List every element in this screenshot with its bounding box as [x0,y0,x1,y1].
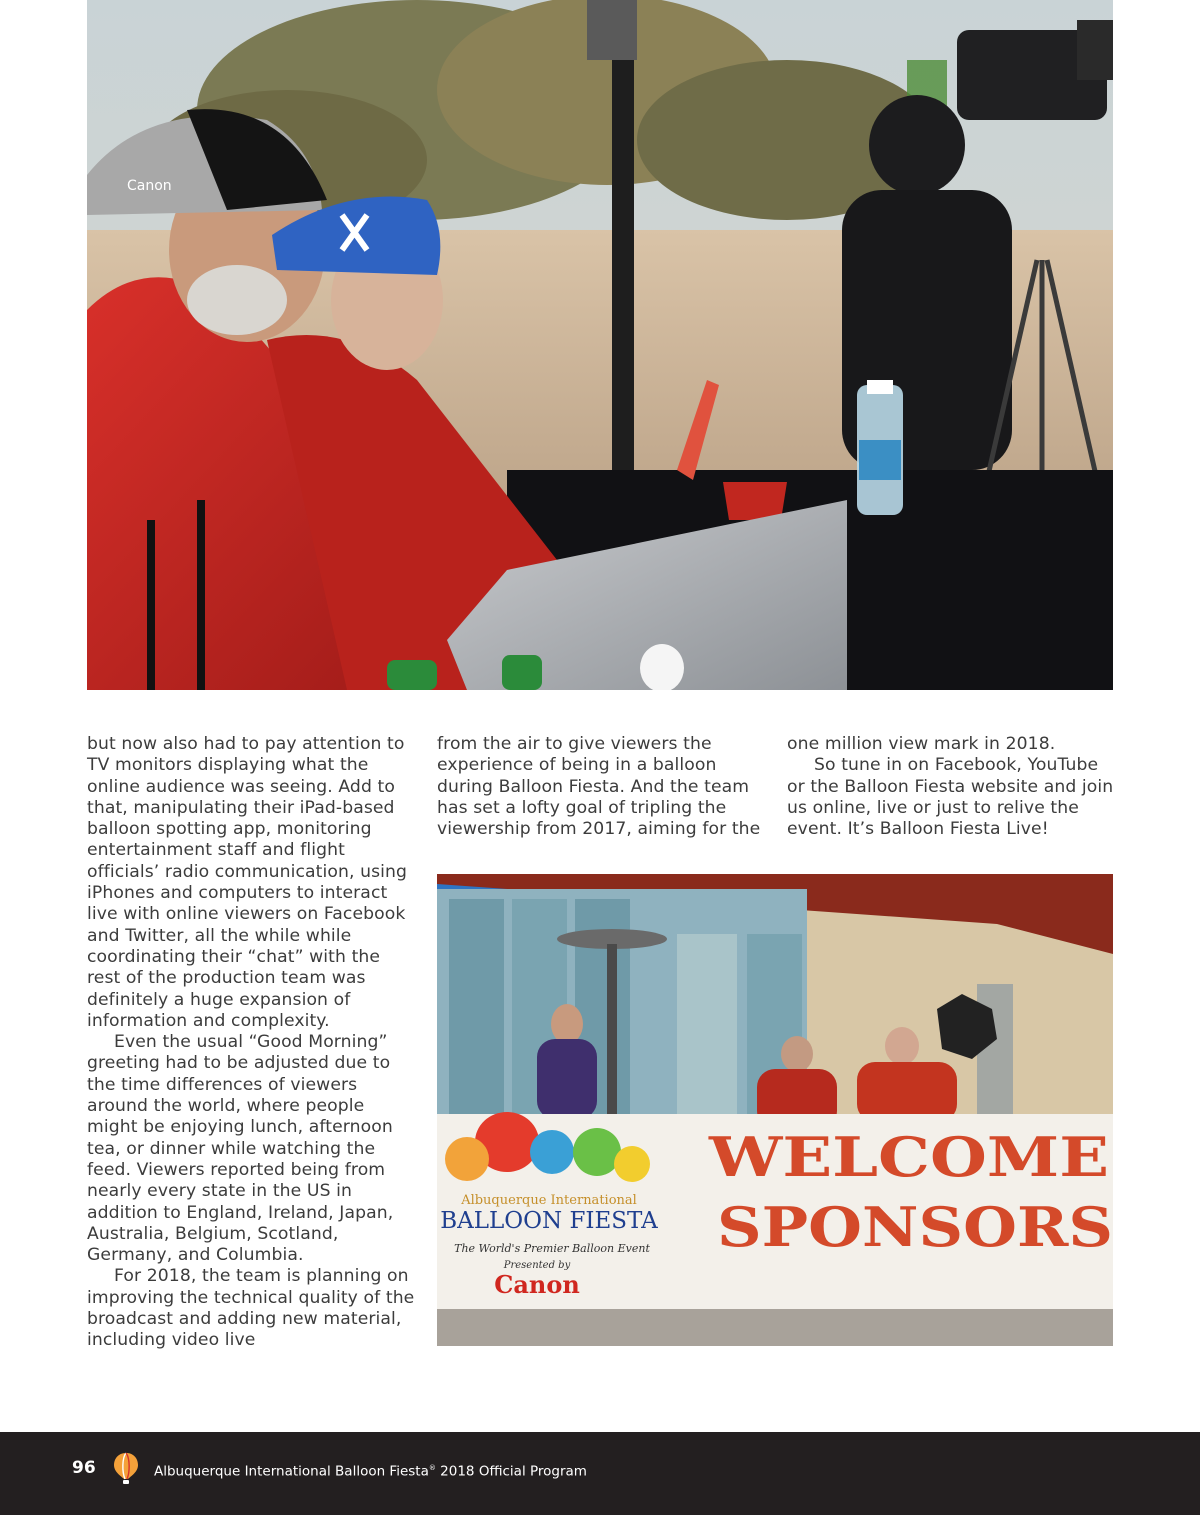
paragraph: Even the usual “Good Morning” greeting had to be adjusted due to the time differences of viewers around the world, where people might be enjoying lunch, afternoon tea, or dinner while watching the feed. Viewers reported being from nearly every state in the US in addition to England, Ireland, Japan, Australia, Belgium, Scotland, Germany, and Columbia. [87,1032,394,1266]
publication-name: Albuquerque International Balloon Fiesta [154,1463,429,1480]
article-column-1 [87,734,417,1352]
paragraph: from the air to give viewers the experience of being in a balloon during Balloon Fiesta. And the team has set a lofty goal of tripling the viewership from 2017, aiming for the [437,734,761,840]
paragraph: For 2018, the team is planning on improving the technical quality of the broadcast and adding new material, including video live [87,1266,415,1351]
banner-sponsors-text: SPONSORS [717,1195,1113,1259]
publication-title [154,1458,587,1482]
banner-sponsor-logo: Canon [494,1270,580,1299]
balloon-icon [113,1452,139,1484]
cap-canon-text: Canon [127,178,172,194]
banner-tagline: The World's Premier Balloon Event [454,1242,650,1255]
trademark-symbol: ® [428,1464,436,1472]
paragraph: one million view mark in 2018. [787,734,1056,754]
banner-presented-by: Presented by [503,1260,571,1271]
banner-fiesta-line1: Albuquerque International [461,1193,637,1208]
article-column-2 [437,734,772,840]
banner-fiesta-line2: BALLOON FIESTA [440,1208,658,1234]
page-footer [0,1432,1200,1515]
article-column-3 [787,734,1117,840]
paragraph: but now also had to pay attention to TV monitors displaying what the online audience was seeing. Add to that, manipulating their iPad-based balloon spotting app, monitoring entertainment staff and flight officials’ radio communication, using iPhones and computers to interact live with online viewers on Facebook and Twitter, all the while while coordinating their “chat” with the rest of the production team was definitely a huge expansion of information and complexity. [87,734,408,1031]
paragraph: So tune in on Facebook, YouTube or the Balloon Fiesta website and join us online, live or just to relive the event. It’s Balloon Fiesta Live! [787,755,1114,840]
banner-welcome-text: WELCOME [707,1125,1109,1189]
welcome-sponsors-photo [437,874,1113,1346]
page-number: 96 [72,1458,96,1478]
publication-suffix: 2018 Official Program [435,1463,587,1480]
broadcast-team-photo [87,0,1113,690]
